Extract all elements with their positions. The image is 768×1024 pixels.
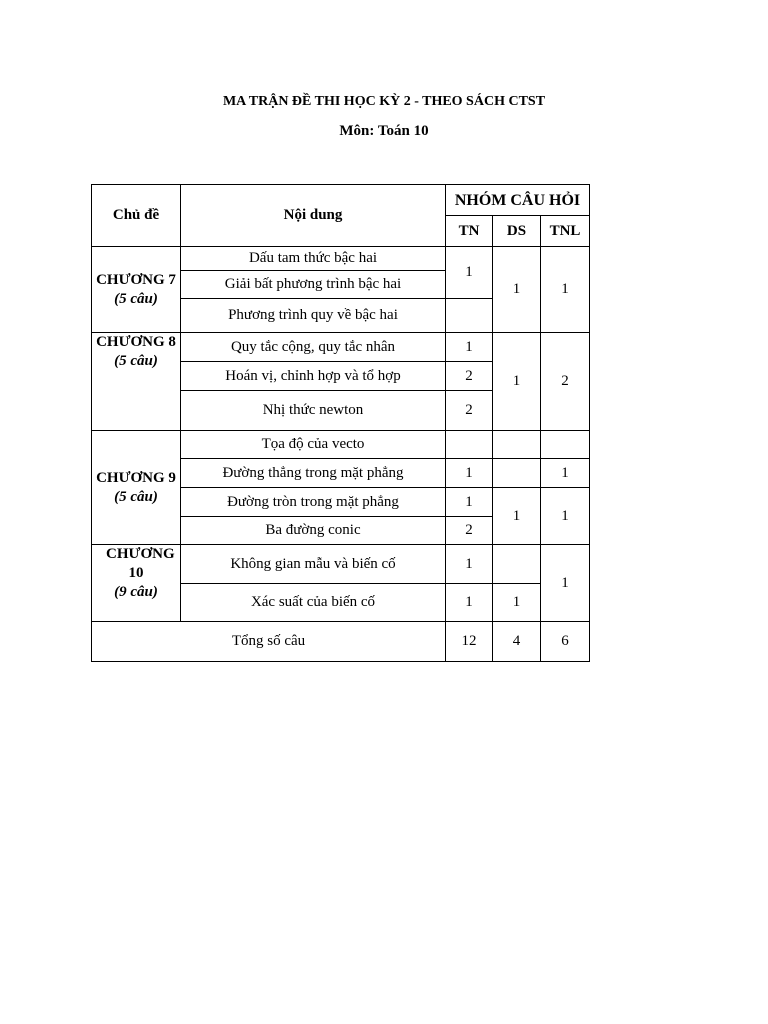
tn-cell: 1	[446, 488, 493, 517]
subject-line: Môn: Toán 10	[339, 123, 429, 139]
content-cell: Hoán vị, chỉnh hợp và tổ hợp	[181, 362, 446, 391]
total-row	[92, 622, 590, 662]
chapter-cell	[92, 545, 181, 622]
tnl-cell: 1	[541, 488, 590, 545]
tnl-cell: 2	[541, 333, 590, 431]
tn-cell	[446, 431, 493, 459]
content-cell: Dấu tam thức bậc hai	[181, 247, 446, 271]
header-topic: Chủ đề	[92, 185, 181, 247]
total-label: Tổng số câu	[92, 622, 446, 662]
total-tn: 12	[446, 622, 493, 662]
content-cell: Xác suất của biến cố	[181, 584, 446, 622]
tn-cell: 1	[446, 584, 493, 622]
content-cell: Quy tắc cộng, quy tắc nhân	[181, 333, 446, 362]
content-cell: Không gian mẫu và biến cố	[181, 545, 446, 584]
ds-cell	[493, 459, 541, 488]
tnl-cell	[541, 431, 590, 459]
header-question-group: NHÓM CÂU HỎI	[446, 185, 590, 216]
chapter-cell	[92, 431, 181, 545]
exam-matrix-table	[91, 184, 590, 662]
chapter-name: CHƯƠNG 8	[96, 334, 176, 350]
tnl-cell: 1	[541, 247, 590, 333]
tn-cell: 2	[446, 362, 493, 391]
document-title: MA TRẬN ĐỀ THI HỌC KỲ 2 - THEO SÁCH CTST	[222, 94, 546, 109]
tnl-cell: 1	[541, 545, 590, 622]
total-tnl: 6	[541, 622, 590, 662]
header-tn: TN	[446, 216, 493, 247]
table-row	[92, 431, 590, 459]
chapter-count: (5 câu)	[114, 353, 158, 369]
ds-cell	[493, 545, 541, 584]
tn-cell: 1	[446, 333, 493, 362]
content-cell: Nhị thức newton	[181, 391, 446, 431]
ds-cell: 1	[493, 584, 541, 622]
tn-cell: 2	[446, 517, 493, 545]
ds-cell: 1	[493, 488, 541, 545]
content-cell: Ba đường conic	[181, 517, 446, 545]
header-row	[92, 185, 590, 216]
chapter-name: CHƯƠNG 9	[96, 469, 176, 486]
chapter-cell	[92, 333, 181, 431]
chapter-cell	[92, 247, 181, 333]
table-row	[92, 333, 590, 362]
tn-cell: 1	[446, 247, 493, 299]
chapter-count: (5 câu)	[114, 290, 158, 307]
table-row	[92, 247, 590, 271]
chapter-name: CHƯƠNG 7	[96, 271, 176, 288]
content-cell: Đường thẳng trong mặt phẳng	[181, 459, 446, 488]
table-row	[92, 545, 590, 584]
header-ds: DS	[493, 216, 541, 247]
chapter-count: (9 câu)	[114, 584, 158, 600]
content-cell: Tọa độ của vecto	[181, 431, 446, 459]
tnl-cell: 1	[541, 459, 590, 488]
header-content: Nội dung	[181, 185, 446, 247]
ds-cell	[493, 431, 541, 459]
tn-cell	[446, 299, 493, 333]
chapter-name: CHƯƠNG 10	[106, 546, 175, 581]
tn-cell: 1	[446, 459, 493, 488]
chapter-count: (5 câu)	[114, 488, 158, 505]
total-ds: 4	[493, 622, 541, 662]
ds-cell: 1	[493, 247, 541, 333]
tn-cell: 2	[446, 391, 493, 431]
tn-cell: 1	[446, 545, 493, 584]
content-cell: Phương trình quy về bậc hai	[181, 299, 446, 333]
ds-cell: 1	[493, 333, 541, 431]
content-cell: Giải bất phương trình bậc hai	[181, 271, 446, 299]
content-cell: Đường tròn trong mặt phẳng	[181, 488, 446, 517]
header-tnl: TNL	[541, 216, 590, 247]
